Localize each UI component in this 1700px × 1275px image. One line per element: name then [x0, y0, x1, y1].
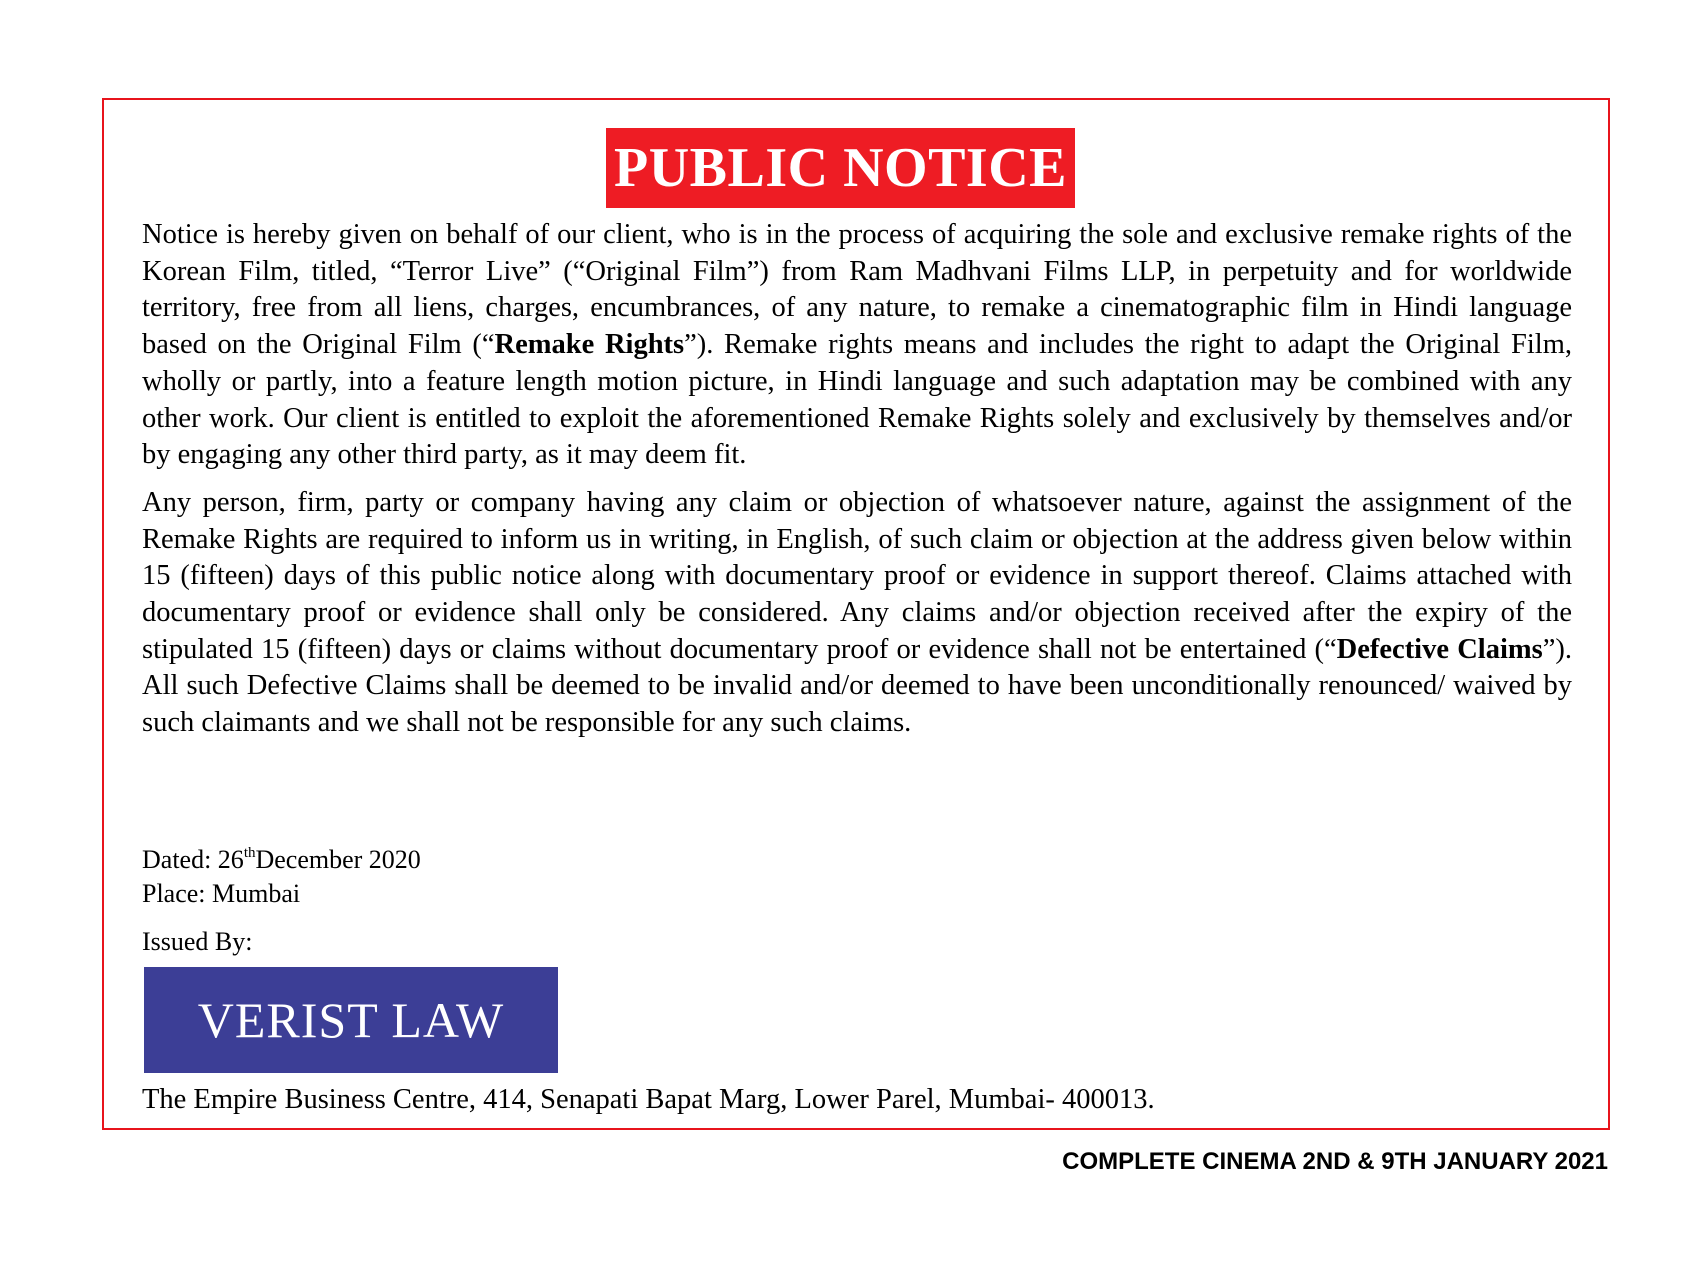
publication-footer: COMPLETE CINEMA 2ND & 9TH JANUARY 2021 [1062, 1148, 1608, 1175]
paragraph-1-text-b: ”). Remake rights means and includes the right to adapt the Original Film, wholly or partly, into a feature length motion picture, in Hindi language and such adaptation may be combined with any other work. Our client is entitled to exploit the aforementioned Remake Rights solely and exclusively by themselves and/or by engaging any other third party, as it may deem fit. [142, 329, 1572, 471]
notice-title: PUBLIC NOTICE [613, 137, 1068, 199]
dated-superscript: th [243, 845, 256, 861]
place-line: Place: Mumbai [142, 879, 301, 908]
verist-law-logo [144, 967, 558, 1073]
issued-by-label: Issued By: [142, 927, 253, 956]
notice-title-banner [606, 128, 1075, 208]
issuer-address: The Empire Business Centre, 414, Senapati Bapat Marg, Lower Parel, Mumbai- 400013. [142, 1084, 1155, 1115]
defective-claims-term: Defective Claims [1336, 633, 1543, 665]
dated-line [142, 844, 421, 876]
paragraph-2-text-b: ”). All such Defective Claims shall be deemed to be invalid and/or deemed to have been unconditionally renounced/ waived by such claimants and we shall not be responsible for any such claims. [142, 633, 1572, 739]
notice-body [142, 217, 1572, 742]
paragraph-1-text-a: Notice is hereby given on behalf of our client, who is in the process of acquiring the sole and exclusive remake rights of the Korean Film, titled, “Terror Live” (“Original Film”) from Ram Madhvani Films LLP, in perpetuity and for worldwide territory, free from all liens, charges, encumbrances, of any nature, to remake a cinematographic film in Hindi language based on the Original Film (“ [142, 219, 1572, 361]
paragraph-2-text-a: Any person, firm, party or company having any claim or objection of whatsoever nature, against the assignment of the Remake Rights are required to inform us in writing, in English, of such claim or objection at the address given below within 15 (fifteen) days of this public notice along with documentary proof or evidence in support thereof. Claims attached with documentary proof or evidence shall only be considered. Any claims and/or objection received after the expiry of the stipulated 15 (fifteen) days or claims without documentary proof or evidence shall not be entertained (“ [142, 486, 1572, 665]
notice-paragraph-1 [142, 217, 1572, 474]
notice-paragraph-2 [142, 485, 1572, 742]
dated-rest: December 2020 [255, 845, 421, 874]
logo-text: VERIST LAW [197, 992, 505, 1048]
remake-rights-term: Remake Rights [494, 329, 685, 361]
dated-label: Dated: 26 [142, 845, 244, 874]
